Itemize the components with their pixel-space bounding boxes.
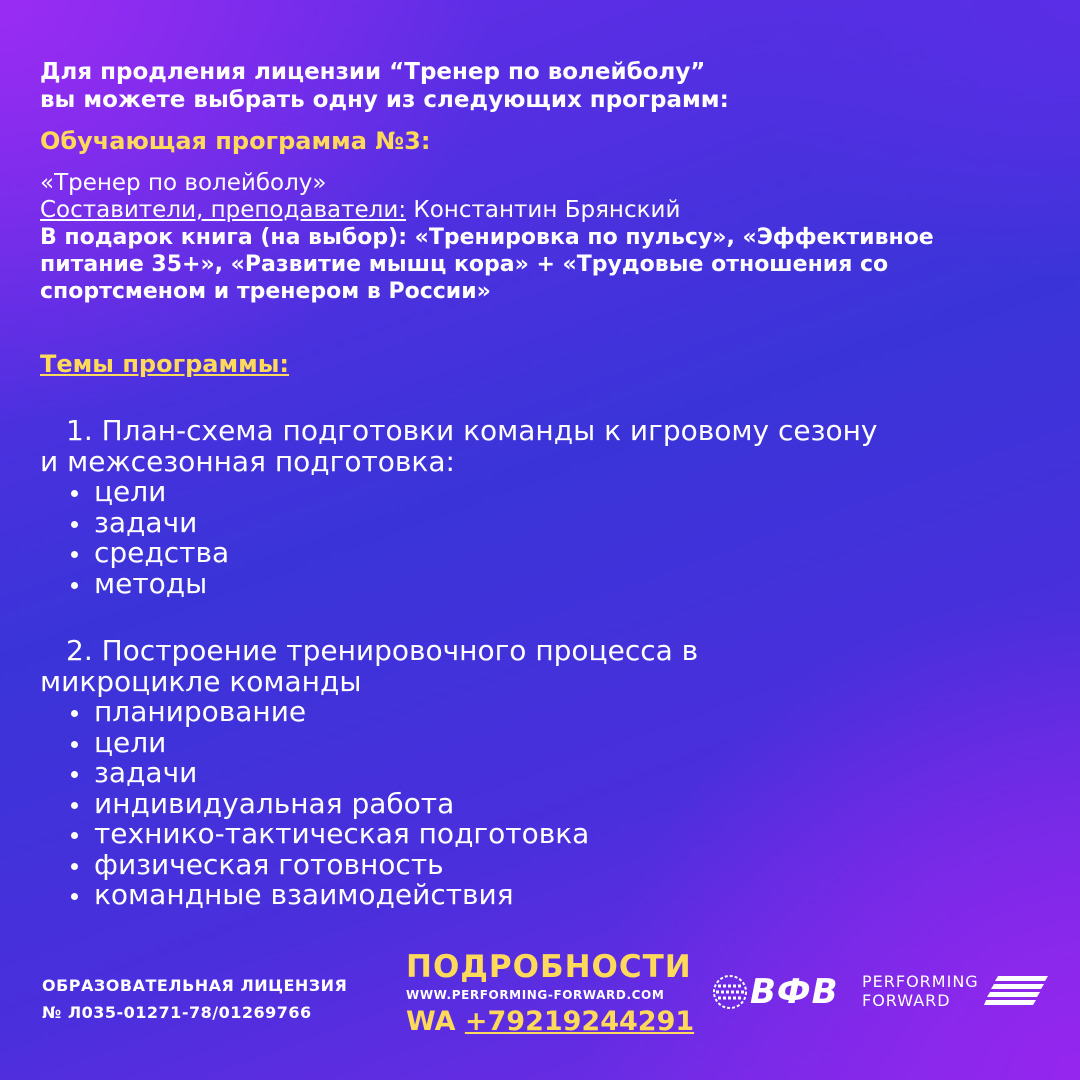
forward-stripes-icon <box>984 974 1048 1008</box>
whatsapp-contact <box>406 1006 694 1038</box>
gift-line-3: спортсменом и тренером в России» <box>40 279 491 304</box>
intro-line-1: Для продления лицензии “Тренер по волейболу” <box>40 59 706 85</box>
main-content <box>40 58 1050 911</box>
list-item: технико-тактическая подготовка <box>40 819 1050 850</box>
list-item: задачи <box>40 758 1050 789</box>
list-item: цели <box>40 728 1050 759</box>
vfv-logo-text: ВФВ <box>750 972 839 1012</box>
details-block <box>406 950 694 1038</box>
website-link[interactable]: WWW.PERFORMING-FORWARD.COM <box>406 988 665 1002</box>
gift-text <box>40 224 1050 305</box>
license-info <box>42 972 347 1026</box>
gift-line-2: питание 35+», «Развитие мышц кора» + «Трудовые отношения со <box>40 252 889 277</box>
topic-1 <box>40 415 1050 599</box>
list-item: физическая готовность <box>40 850 1050 881</box>
intro-text <box>40 58 1050 114</box>
topic-1-line-2: и межсезонная подготовка: <box>40 445 455 478</box>
topic-2-bullets <box>40 697 1050 911</box>
gift-line-1: В подарок книга (на выбор): «Тренировка по пульсу», «Эффективное <box>40 225 934 250</box>
wa-phone-link[interactable]: +79219244291 <box>464 1006 695 1037</box>
program-authors <box>40 197 1050 224</box>
list-item: средства <box>40 538 1050 569</box>
license-line-1: ОБРАЗОВАТЕЛЬНАЯ ЛИЦЕНЗИЯ <box>42 976 348 995</box>
list-item: цели <box>40 477 1050 508</box>
list-item: индивидуальная работа <box>40 789 1050 820</box>
intro-line-2: вы можете выбрать одну из следующих программ: <box>40 87 729 113</box>
details-title: ПОДРОБНОСТИ <box>406 949 692 985</box>
brand-logos <box>712 968 1052 1028</box>
list-item: методы <box>40 569 1050 600</box>
program-name: «Тренер по волейболу» <box>40 170 327 196</box>
topic-1-bullets <box>40 477 1050 599</box>
topic-2-line-2: микроцикле команды <box>40 665 362 698</box>
list-item: командные взаимодействия <box>40 880 1050 911</box>
topic-2-line-1: 2. Построение тренировочного процесса в <box>66 634 699 667</box>
program-title: Обучающая программа №3: <box>40 127 431 155</box>
wa-label: WA <box>406 1006 465 1037</box>
list-item: планирование <box>40 697 1050 728</box>
topics-title: Темы программы: <box>40 350 290 378</box>
authors-label: Составители, преподаватели: <box>40 197 407 223</box>
footer <box>0 950 1080 1050</box>
license-line-2: № Л035-01271-78/01269766 <box>42 1003 312 1022</box>
vfv-ball-icon <box>712 974 748 1010</box>
topic-2 <box>40 635 1050 911</box>
authors-value: Константин Брянский <box>406 197 681 223</box>
program-info <box>40 170 1050 305</box>
performing-forward-logo-text: PERFORMING FORWARD <box>862 972 979 1010</box>
list-item: задачи <box>40 508 1050 539</box>
topic-1-line-1: 1. План-схема подготовки команды к игровому сезону <box>66 414 878 447</box>
